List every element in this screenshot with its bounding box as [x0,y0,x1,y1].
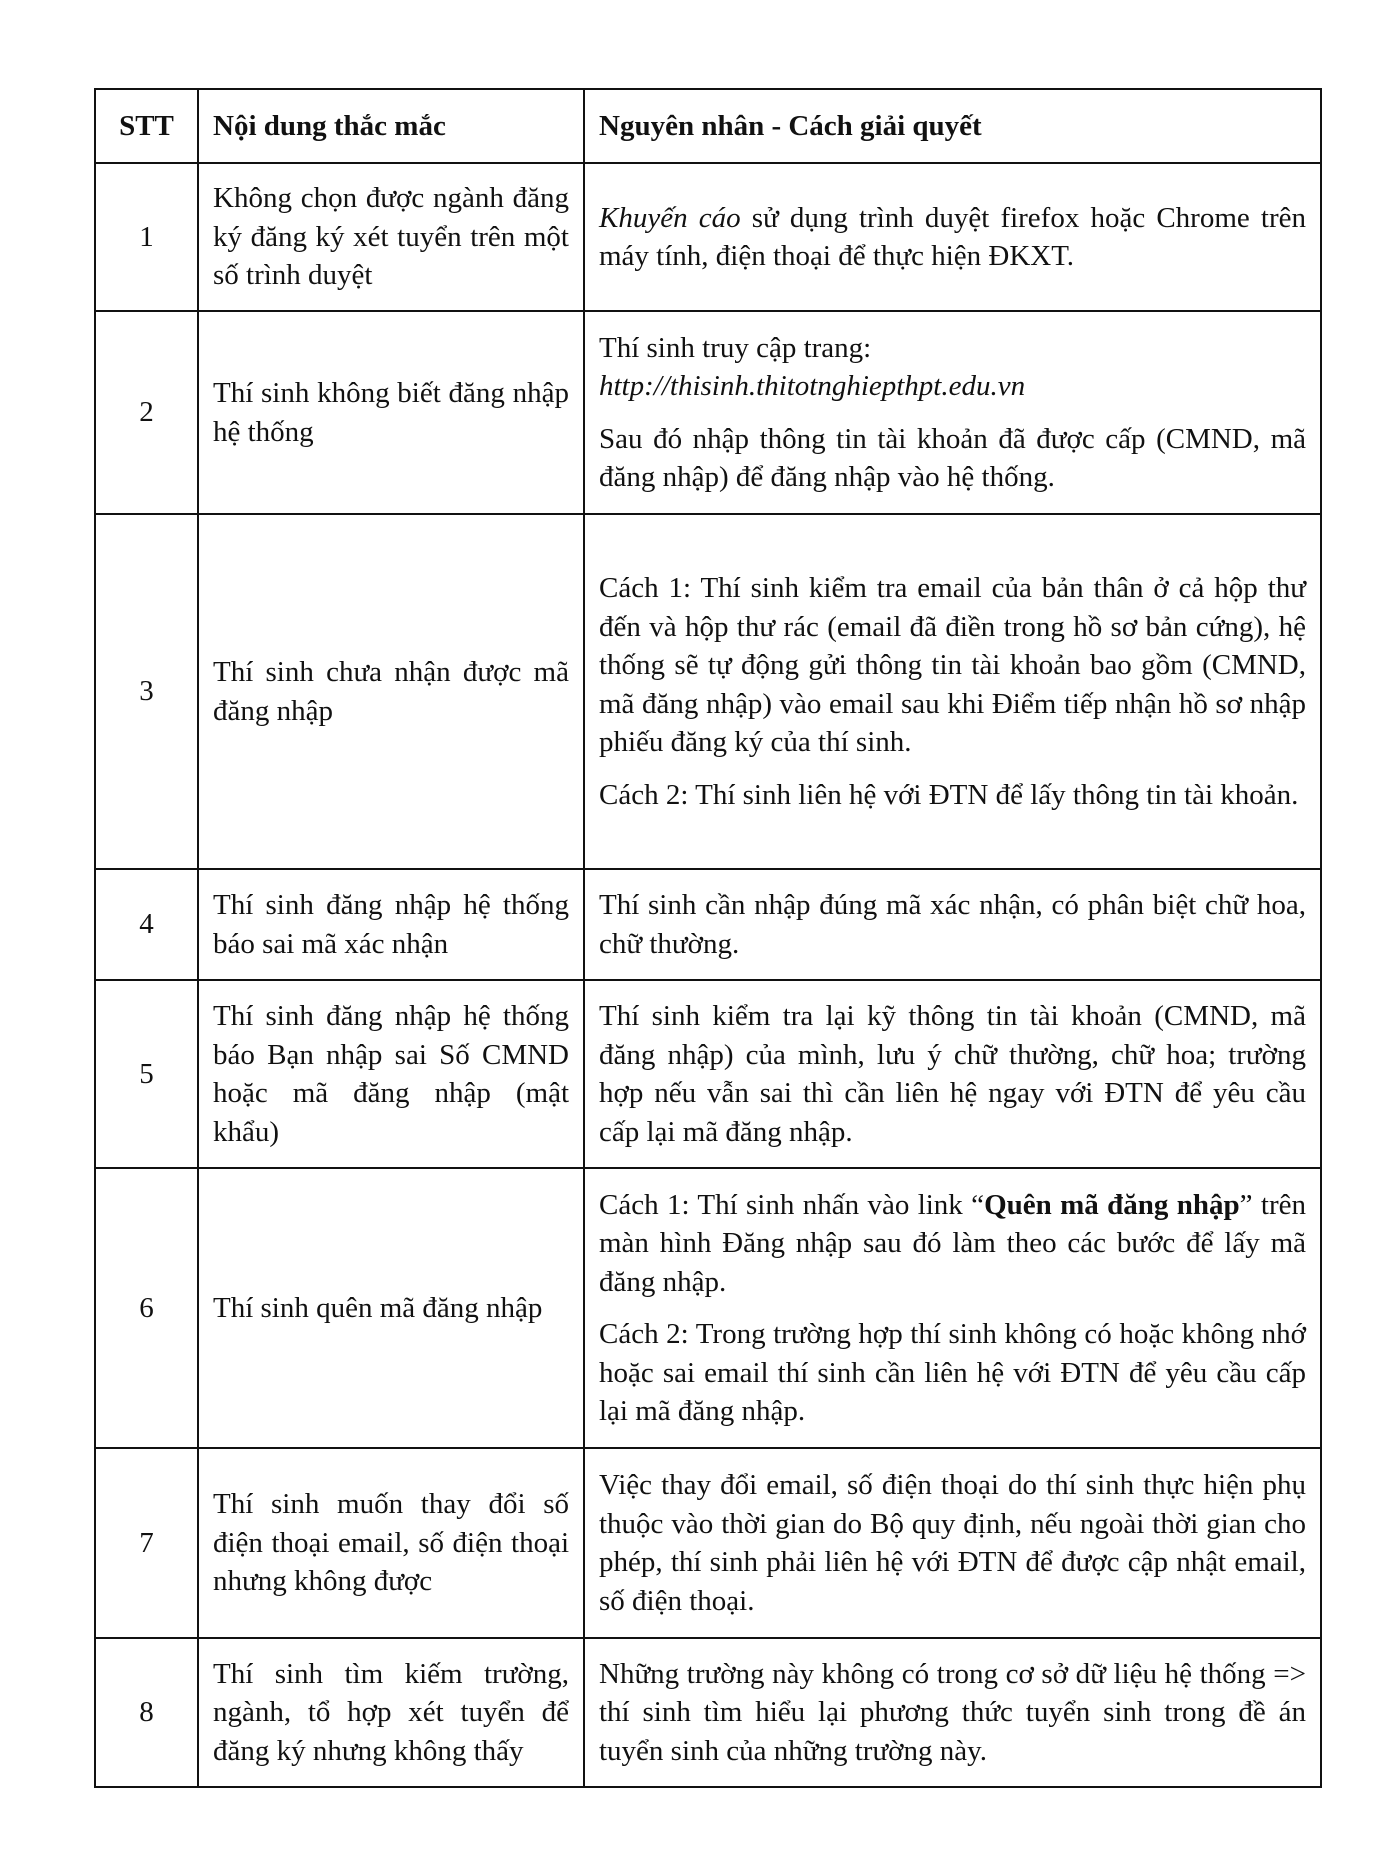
answer-text: Cách 2: Thí sinh liên hệ với ĐTN để lấy thông tin tài khoản. [599,778,1299,811]
table-row [95,514,1321,869]
row-number: 4 [95,869,198,980]
row-number: 1 [95,163,198,311]
table-row [95,980,1321,1168]
answer-text: ” trên màn hình Đăng nhập sau đó làm theo các bước để lấy mã đăng nhập. [599,1188,1306,1298]
row-answer [584,1638,1321,1787]
row-question: Thí sinh quên mã đăng nhập [198,1168,584,1448]
answer-text: Sau đó nhập thông tin tài khoản đã được cấp (CMND, mã đăng nhập) để đăng nhập vào hệ thống. [599,422,1306,493]
row-answer [584,514,1321,869]
row-number: 2 [95,311,198,514]
row-question: Thí sinh đăng nhập hệ thống báo Bạn nhập sai Số CMND hoặc mã đăng nhập (mật khẩu) [198,980,584,1168]
header-stt: STT [95,89,198,163]
row-answer [584,1168,1321,1448]
row-number: 6 [95,1168,198,1448]
row-number: 7 [95,1448,198,1638]
row-answer [584,1448,1321,1638]
table-row [95,311,1321,514]
row-answer [584,869,1321,980]
answer-url: http://thisinh.thitotnghiepthpt.edu.vn [599,370,1026,402]
row-question: Thí sinh muốn thay đổi số điện thoại email, số điện thoại nhưng không được [198,1448,584,1638]
answer-text: Việc thay đổi email, số điện thoại do thí sinh thực hiện phụ thuộc vào thời gian do Bộ quy định, nếu ngoài thời gian cho phép, thí sinh phải liên hệ với ĐTN để được cập nhật email, số điện thoại. [599,1469,1306,1617]
row-question: Không chọn được ngành đăng ký đăng ký xét tuyển trên một số trình duyệt [198,163,584,311]
row-number: 3 [95,514,198,869]
row-answer [584,163,1321,311]
header-row [95,89,1321,163]
row-question: Thí sinh tìm kiếm trường, ngành, tổ hợp xét tuyển để đăng ký nhưng không thấy [198,1638,584,1787]
answer-text: Những trường này không có trong cơ sở dữ liệu hệ thống => thí sinh tìm hiểu lại phương thức tuyển sinh trong đề án tuyển sinh của những trường này. [599,1657,1306,1767]
row-number: 8 [95,1638,198,1787]
table-row [95,869,1321,980]
row-question: Thí sinh không biết đăng nhập hệ thống [198,311,584,514]
answer-text: Cách 2: Trong trường hợp thí sinh không có hoặc không nhớ hoặc sai email thí sinh cần liên hệ với ĐTN để yêu cầu cấp lại mã đăng nhập. [599,1318,1306,1427]
row-answer [584,980,1321,1168]
table-row [95,1448,1321,1638]
row-number: 5 [95,980,198,1168]
header-question: Nội dung thắc mắc [198,89,584,163]
answer-text: Thí sinh truy cập trang: [599,331,872,364]
row-question: Thí sinh đăng nhập hệ thống báo sai mã xác nhận [198,869,584,980]
answer-italic: Khuyến cáo [599,201,741,234]
answer-text: Cách 1: Thí sinh nhấn vào link “ [599,1188,985,1221]
row-answer [584,311,1321,514]
table-row [95,1638,1321,1787]
table-row [95,1168,1321,1448]
table-row [95,163,1321,311]
answer-text: Thí sinh kiểm tra lại kỹ thông tin tài khoản (CMND, mã đăng nhập) của mình, lưu ý chữ thường, chữ hoa; trường hợp nếu vẫn sai thì cần liên hệ ngay với ĐTN để yêu cầu cấp lại mã đăng nhập. [599,1000,1306,1148]
answer-text: Thí sinh cần nhập đúng mã xác nhận, có phân biệt chữ hoa, chữ thường. [599,889,1306,960]
header-answer: Nguyên nhân - Cách giải quyết [584,89,1321,163]
row-question: Thí sinh chưa nhận được mã đăng nhập [198,514,584,869]
answer-text: sử dụng trình duyệt firefox hoặc Chrome trên máy tính, điện thoại để thực hiện ĐKXT. [599,201,1306,272]
answer-text: Cách 1: Thí sinh kiểm tra email của bản thân ở cả hộp thư đến và hộp thư rác (email đã điền trong hồ sơ bản cứng), hệ thống sẽ tự động gửi thông tin tài khoản bao gồm (CMND, mã đăng nhập) vào email sau khi Điểm tiếp nhận hồ sơ nhập phiếu đăng ký của thí sinh. [599,572,1306,758]
forgot-login-link-text: Quên mã đăng nhập [984,1188,1240,1221]
faq-table [94,88,1322,1788]
